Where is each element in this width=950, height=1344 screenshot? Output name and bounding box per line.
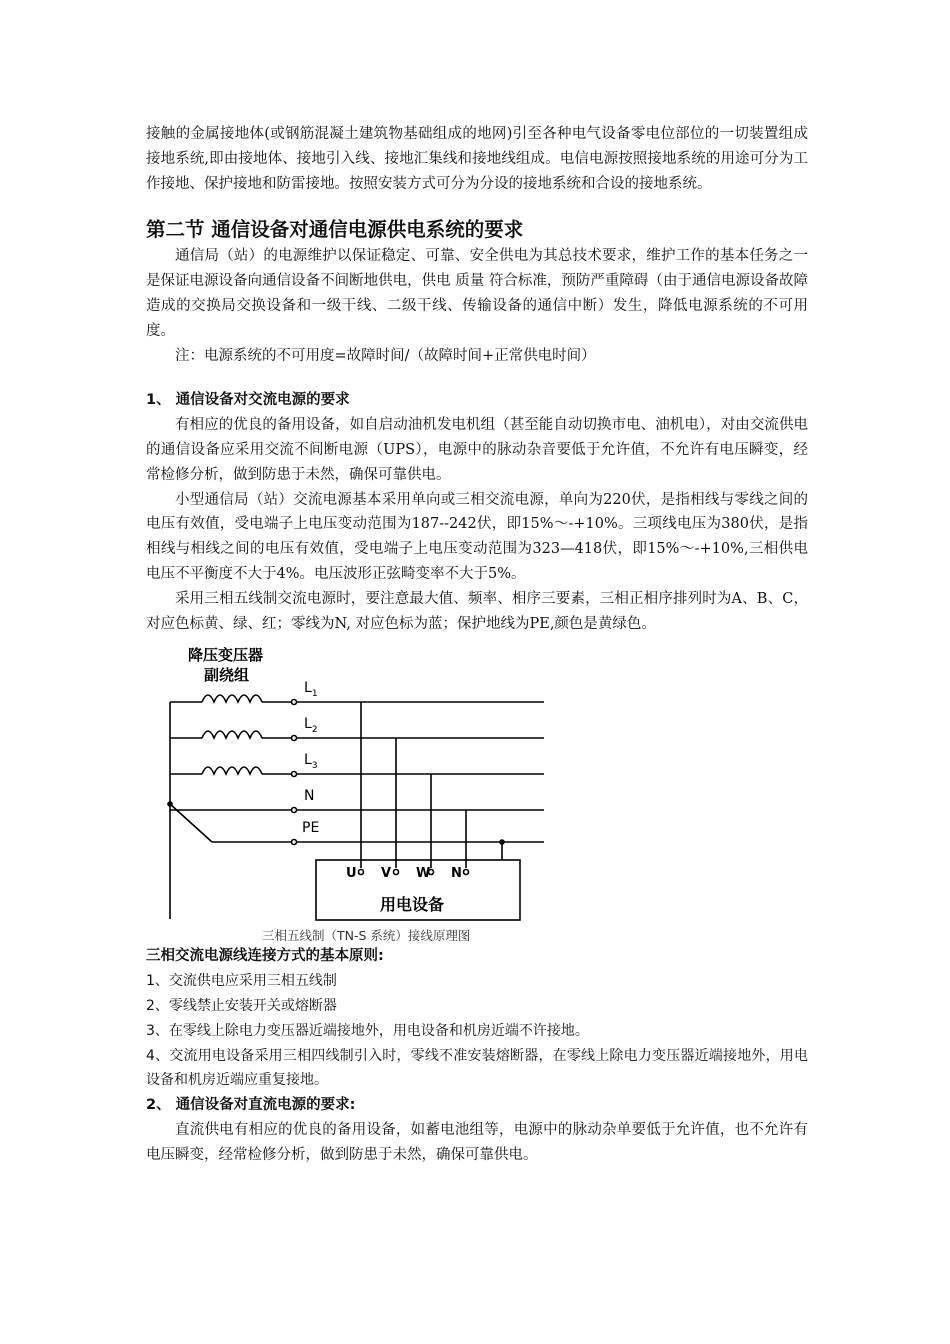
- section-paragraph: 通信局（站）的电源维护以保证稳定、可靠、安全供电为其总技术要求，维护工作的基本任务之一是保证电源设备向通信设备不间断地供电，供电 质量 符合标准，预防严重障碍（由于通信电源设备故障造成的交换局交换设备和一级干线、二级干线、传输设备的通信中断）发生，降低电源系统的不可用度。: [146, 248, 808, 339]
- label-l1: $L_1$: [304, 680, 318, 700]
- principle-item: 4、交流用电设备采用三相四线制引入时，零线不准安装熔断器，在零线上除电力变压器近端接地外，用电设备和机房近端应重复接地。: [146, 1047, 808, 1089]
- principle-item: 1、交流供电应采用三相五线制: [146, 973, 337, 990]
- label-pe: PE: [302, 820, 320, 837]
- section-title: 第二节 通信设备对通信电源供电系统的要求: [146, 218, 524, 242]
- section-note: 注：电源系统的不可用度=故障时间/（故障时间+正常供电时间）: [175, 347, 596, 364]
- label-l2: $L_2$: [304, 716, 318, 736]
- ac-heading: 1、 通信设备对交流电源的要求: [146, 392, 350, 409]
- document-page: [146, 122, 808, 1168]
- ac-paragraph-1: 有相应的优良的备用设备，如自启动油机发电机组（甚至能自动切换市电、油机电），对由交流供电的通信设备应采用交流不间断电源（UPS），电源中的脉动杂音要低于允许值，不允许有电压瞬变，经常检修分析，做到防患于未然，确保可靠供电。: [146, 417, 808, 483]
- figure-caption: 三相五线制（TN-S 系统）接线原理图: [262, 928, 471, 944]
- principle-item: 2、零线禁止安装开关或熔断器: [146, 997, 337, 1014]
- transformer-label: 降压变压器: [188, 646, 264, 665]
- dc-paragraph: 直流供电有相应的优良的备用设备，如蓄电池组等，电源中的脉动杂单要低于允许值，也不允许有电压瞬变，经常检修分析，做到防患于未然，确保可靠供电。: [146, 1121, 808, 1163]
- principle-item: 3、在零线上除电力变压器近端接地外，用电设备和机房近端不许接地。: [146, 1022, 589, 1039]
- ac-paragraph-2: 小型通信局（站）交流电源基本采用单向或三相交流电源，单向为220伏，是指相线与零线之间的电压有效值，受电端子上电压变动范围为187--242伏，即15%～-+10%。三项线电压为380伏，是指相线与相线之间的电压有效值，受电端子上电压变动范围为323—418伏，即15%～-+10%,三相供电电压不平衡度不大于4%。电压波形正弦畸变率不大于5%。: [146, 491, 808, 582]
- terminal-u: U: [346, 866, 357, 882]
- principles-heading: 三相交流电源线连接方式的基本原则:: [146, 948, 384, 965]
- equipment-label: 用电设备: [380, 895, 445, 915]
- principles-section: [146, 944, 808, 1093]
- wiring-diagram-svg: [152, 644, 552, 944]
- coil-l1: [202, 695, 262, 702]
- terminal-w: W: [416, 866, 431, 882]
- intro-paragraph: 接触的金属接地体(或钢筋混凝土建筑物基础组成的地网)引至各种电气设备零电位部位的一切装置组成接地系统,即由接地体、接地引入线、接地汇集线和接地线组成。电信电源按照接地系统的用途可分为工作接地、保护接地和防雷接地。按照安装方式可分为分设的接地系统和合设的接地系统。: [146, 126, 808, 192]
- coil-l2: [202, 731, 262, 738]
- winding-label: 副绕组: [204, 666, 250, 685]
- dc-heading: 2、 通信设备对直流电源的要求:: [146, 1097, 356, 1114]
- label-l3: $L_3$: [304, 752, 318, 772]
- terminal-v: V: [381, 866, 392, 882]
- terminal-n: N: [451, 866, 462, 882]
- coil-l3: [202, 767, 262, 774]
- ac-paragraph-3: 采用三相五线制交流电源时，要注意最大值、频率、相序三要素，三相正相序排列时为A、B、C，对应色标黄、绿、红；零线为N, 对应色标为蓝；保护地线为PE,颜色是黄绿色。: [146, 590, 808, 632]
- tn-s-wiring-diagram: [152, 644, 552, 944]
- label-n: N: [304, 788, 315, 805]
- spacer: [146, 368, 808, 388]
